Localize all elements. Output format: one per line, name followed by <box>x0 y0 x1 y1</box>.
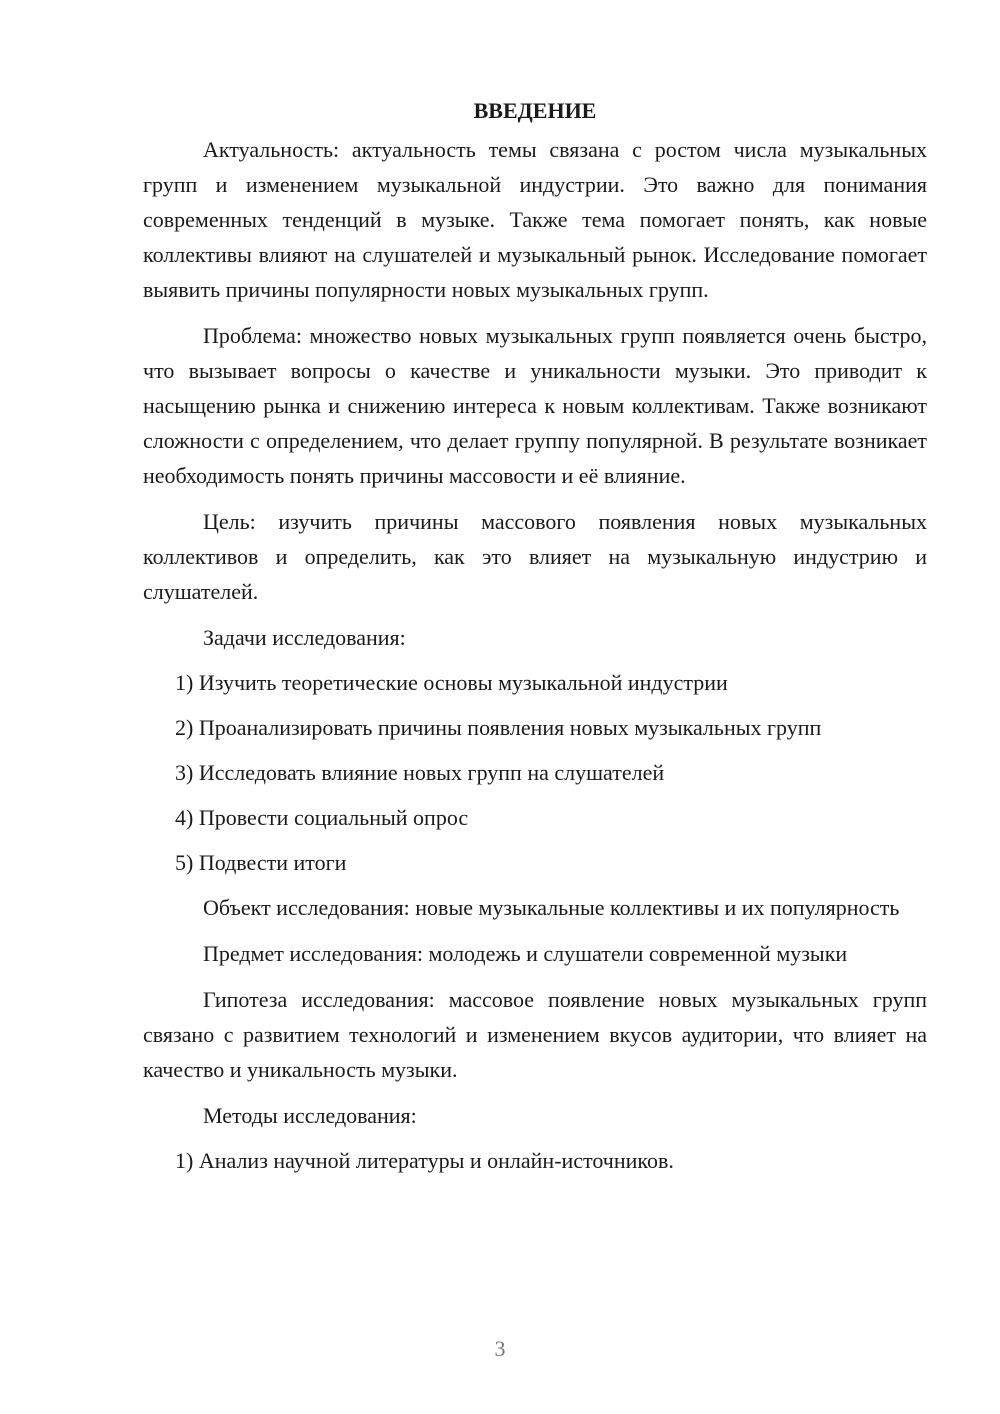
task-item: 3) Исследовать влияние новых групп на слушателей <box>175 760 665 785</box>
paragraph-problem: Проблема: множество новых музыкальных групп появляется очень быстро, что вызывает вопросы о качестве и уникальности музыки. Это приводит к насыщению рынка и снижению интереса к новым коллективам. Также возникают сложности с определением, что делает группу популярной. В результате возникает необходимость понять причины массовости и её влияние. <box>143 323 927 488</box>
task-item: 1) Изучить теоретические основы музыкальной индустрии <box>175 670 728 695</box>
task-item: 5) Подвести итоги <box>175 850 347 875</box>
page-number: 3 <box>494 1336 506 1361</box>
paragraph-goal: Цель: изучить причины массового появления новых музыкальных коллективов и определить, как это влияет на музыкальную индустрию и слушателей. <box>143 509 927 604</box>
method-item: 1) Анализ научной литературы и онлайн-источников. <box>175 1148 674 1173</box>
methods-heading: Методы исследования: <box>203 1103 417 1128</box>
paragraph-subject: Предмет исследования: молодежь и слушатели современной музыки <box>203 941 848 966</box>
paragraph-object: Объект исследования: новые музыкальные коллективы и их популярность <box>203 895 900 920</box>
document-page <box>143 96 927 1188</box>
paragraph-hypothesis: Гипотеза исследования: массовое появление новых музыкальных групп связано с развитием технологий и изменением вкусов аудитории, что влияет на качество и уникальность музыки. <box>143 987 927 1082</box>
task-item: 2) Проанализировать причины появления новых музыкальных групп <box>175 715 822 740</box>
task-item: 4) Провести социальный опрос <box>175 805 469 830</box>
tasks-heading: Задачи исследования: <box>203 625 406 650</box>
page-title: ВВЕДЕНИЕ <box>473 98 597 123</box>
paragraph-relevance: Актуальность: актуальность темы связана с ростом числа музыкальных групп и изменением музыкальной индустрии. Это важно для понимания современных тенденций в музыке. Также тема помогает понять, как новые коллективы влияют на слушателей и музыкальный рынок. Исследование помогает выявить причины популярности новых музыкальных групп. <box>143 137 927 302</box>
